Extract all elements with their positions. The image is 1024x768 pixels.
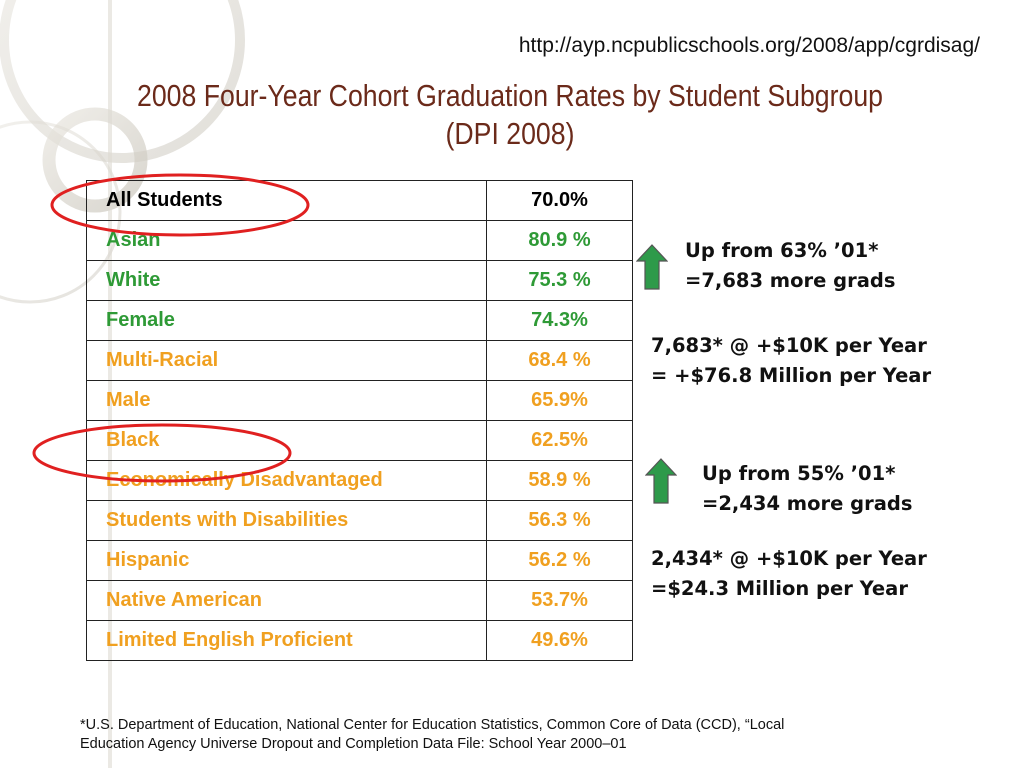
subgroup-label: Black [87,421,487,461]
table-row [87,501,633,541]
subgroup-label: Limited English Proficient [87,621,487,661]
page-title-line2: (DPI 2008) [445,116,575,151]
footnote-line1: *U.S. Department of Education, National Center for Education Statistics, Common Core of Data (CCD), “Local [80,717,785,733]
table-row [87,541,633,581]
lower-calc-line1: 2,434* @ +$10K per Year [651,547,927,570]
table-row [87,421,633,461]
graduation-rate-value: 68.4 % [487,341,633,381]
upper-increase-note [685,236,895,296]
graduation-rate-value: 58.9 % [487,461,633,501]
table-row [87,621,633,661]
graduation-rate-value: 56.2 % [487,541,633,581]
subgroup-label: Asian [87,221,487,261]
upper-calc-line1: 7,683* @ +$10K per Year [651,334,927,357]
table-row [87,261,633,301]
table-row [87,301,633,341]
graduation-rate-value: 56.3 % [487,501,633,541]
footnote-line2: Education Agency Universe Dropout and Completion Data File: School Year 2000–01 [80,736,627,752]
upper-calc-note [651,331,931,391]
graduation-rate-value: 70.0% [487,181,633,221]
subgroup-label: Students with Disabilities [87,501,487,541]
subgroup-label: Economically Disadvantaged [87,461,487,501]
lower-increase-note [702,459,912,519]
table-row [87,221,633,261]
page-title-line1: 2008 Four-Year Cohort Graduation Rates by Student Subgroup [137,78,883,113]
page-title [97,77,923,153]
graduation-rate-value: 62.5% [487,421,633,461]
upper-calc-line2: = +$76.8 Million per Year [651,364,932,387]
graduation-rate-value: 80.9 % [487,221,633,261]
lower-calc-line2: =$24.3 Million per Year [651,577,908,600]
up-arrow-icon [645,458,677,504]
subgroup-label: Multi-Racial [87,341,487,381]
lower-increase-line1: Up from 55% ’01* [702,462,896,485]
graduation-rate-value: 74.3% [487,301,633,341]
graduation-rate-value: 65.9% [487,381,633,421]
upper-increase-line1: Up from 63% ’01* [685,239,879,262]
table-row [87,181,633,221]
graduation-rate-value: 49.6% [487,621,633,661]
footnote [80,716,960,754]
table-row [87,341,633,381]
lower-increase-line2: =2,434 more grads [702,492,913,515]
upper-increase-line2: =7,683 more grads [685,269,896,292]
table-row [87,381,633,421]
subgroup-label: White [87,261,487,301]
graduation-rates-table [86,180,633,661]
subgroup-label: Native American [87,581,487,621]
graduation-rate-value: 75.3 % [487,261,633,301]
graduation-rate-value: 53.7% [487,581,633,621]
up-arrow-icon [636,244,668,290]
table-row [87,461,633,501]
source-url[interactable]: http://ayp.ncpublicschools.org/2008/app/cgrdisag/ [518,34,980,57]
subgroup-label: Hispanic [87,541,487,581]
subgroup-label: All Students [87,181,487,221]
subgroup-label: Male [87,381,487,421]
table-row [87,581,633,621]
subgroup-label: Female [87,301,487,341]
lower-calc-note [651,544,927,604]
